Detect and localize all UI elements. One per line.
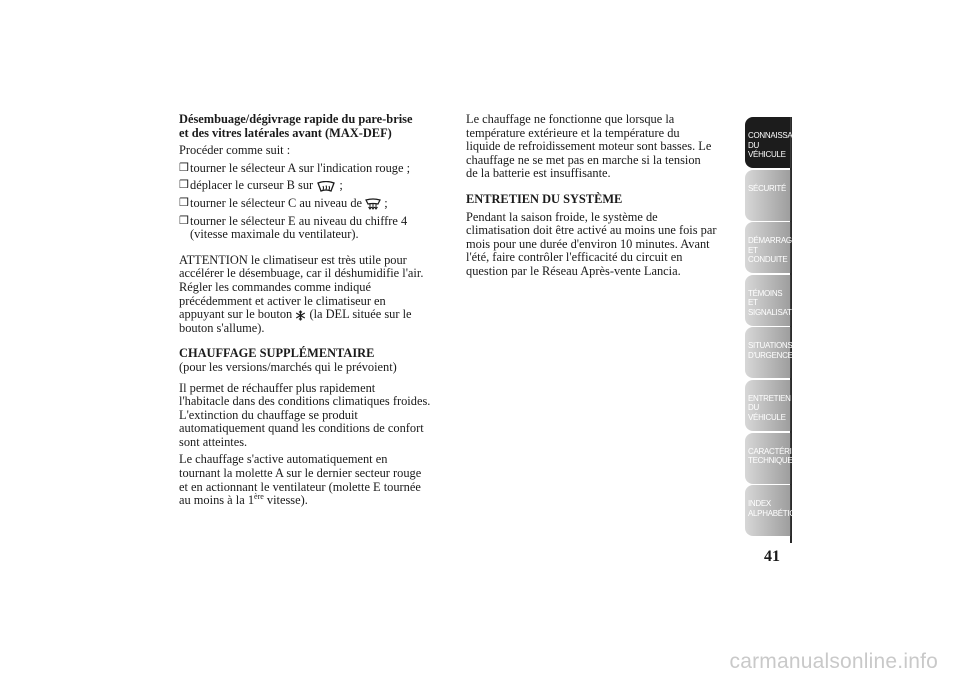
tab-label: TECHNIQUES xyxy=(748,456,798,466)
tab-temoins-signalisation[interactable] xyxy=(745,275,805,326)
text-line: et en actionnant le ventilateur (molette E tournée xyxy=(179,479,421,494)
tab-label: ENTRETIEN DU xyxy=(748,393,791,413)
tab-label: TÉMOINS ET xyxy=(748,288,783,308)
paragraph xyxy=(179,453,464,507)
tab-connaissance-vehicule[interactable] xyxy=(745,117,809,168)
heading-line: Désembuage/dégivrage rapide du pare-brise xyxy=(179,112,413,126)
page-number: 41 xyxy=(764,548,780,565)
tab-caracteristiques-techniques[interactable] xyxy=(745,433,825,484)
text-line: l'été, faire contrôler l'efficacité du circuit en xyxy=(466,250,683,265)
heading-entretien-systeme: ENTRETIEN DU SYSTÈME xyxy=(466,191,623,206)
text-line: au moins à la 1 xyxy=(179,493,255,508)
snowflake-ac-icon xyxy=(295,310,306,321)
bullet-text-part: ; xyxy=(384,195,388,210)
tab-demarrage-conduite[interactable] xyxy=(745,222,797,273)
tab-label: D'URGENCE xyxy=(748,350,793,360)
text-line: automatiquement quand les conditions de confort xyxy=(179,421,424,436)
right-column xyxy=(466,113,738,283)
bullet-item xyxy=(179,179,464,193)
text-line: ATTENTION le climatiseur est très utile pour xyxy=(179,252,407,267)
vent-windshield-icon xyxy=(365,198,381,210)
bullet-text-part: (vitesse maximale du ventilateur). xyxy=(190,227,359,242)
tab-label: SITUATIONS xyxy=(748,341,793,351)
tab-label: ALPHABÉTIQUE xyxy=(748,508,806,518)
section-tabs xyxy=(745,117,825,538)
tab-label: DÉMARRAGE ET xyxy=(748,236,797,255)
text-line: précédemment et activer le climatiseur en xyxy=(179,293,386,308)
tab-label: CARACTÉRISTIQUES xyxy=(748,446,825,456)
bullet-text-part: déplacer le curseur B sur xyxy=(190,178,314,193)
heading-max-def xyxy=(179,113,464,140)
text-line: de la batterie est insuffisante. xyxy=(466,166,611,181)
text-line: question par le Réseau Après-vente Lancia. xyxy=(466,263,681,278)
tab-label: VÉHICULE xyxy=(748,412,786,422)
tab-label: SÉCURITÉ xyxy=(748,183,787,193)
left-column xyxy=(179,113,464,512)
paragraph xyxy=(179,382,464,450)
text-line: vitesse). xyxy=(263,493,308,508)
text-line: Il permet de réchauffer plus rapidement xyxy=(179,380,376,395)
bullet-item xyxy=(179,215,464,242)
text-line: Pendant la saison froide, le système de xyxy=(466,209,658,224)
text-line: appuyant sur le bouton xyxy=(179,307,293,322)
text-line: tournant la molette A sur le dernier secteur rouge xyxy=(179,466,422,481)
bullet-text: tourner le sélecteur A sur l'indication rouge ; xyxy=(190,160,411,175)
bullet-text-part: ; xyxy=(339,178,343,193)
tab-securite[interactable] xyxy=(745,170,791,221)
bullet-checkbox-icon: ❒ xyxy=(179,161,189,174)
text-line: température extérieure et la température du xyxy=(466,125,680,140)
bullet-text xyxy=(190,179,464,193)
text-line: climatisation doit être activé au moins une fois par xyxy=(466,223,717,238)
paragraph xyxy=(466,113,738,181)
text-line: Le chauffage s'active automatiquement en xyxy=(179,452,388,467)
text-line: chauffage ne se met pas en marche si la tension xyxy=(466,152,701,167)
tab-label: VÉHICULE xyxy=(748,150,786,159)
attention-paragraph xyxy=(179,254,464,336)
bullet-item xyxy=(179,162,464,176)
text-line: accélérer le désembuage, car il déshumidifie l'air. xyxy=(179,266,424,281)
text-line: L'extinction du chauffage se produit xyxy=(179,407,358,422)
watermark: carmanualsonline.info xyxy=(729,650,938,673)
tab-label: CONNAISSANCE DU xyxy=(748,131,809,150)
tab-label: INDEX xyxy=(748,499,771,509)
bullet-text xyxy=(190,197,464,211)
bullet-checkbox-icon: ❒ xyxy=(179,179,189,192)
tab-situations-urgence[interactable] xyxy=(745,327,791,378)
text-line: liquide de refroidissement moteur sont basses. Le xyxy=(466,139,712,154)
bullet-text-part: tourner le sélecteur E au niveau du chiffre 4 xyxy=(190,213,408,228)
bullet-item xyxy=(179,197,464,211)
bullet-text xyxy=(190,215,464,242)
text-line: bouton s'allume). xyxy=(179,320,265,335)
text-line: mois pour une durée d'environ 10 minutes. Avant xyxy=(466,236,710,251)
text-line: sont atteintes. xyxy=(179,434,248,449)
windshield-defrost-icon xyxy=(316,181,336,193)
bullet-checkbox-icon: ❒ xyxy=(179,196,189,209)
tab-label: SIGNALISATION xyxy=(748,307,805,317)
heading-chauffage-supplementaire: CHAUFFAGE SUPPLÉMENTAIRE xyxy=(179,346,375,361)
heading-line: et des vitres latérales avant (MAX-DEF) xyxy=(179,125,392,140)
tab-label: CONDUITE xyxy=(748,255,788,265)
bullet-checkbox-icon: ❒ xyxy=(179,214,189,227)
tab-index-alphabetique[interactable] xyxy=(745,485,806,536)
tab-entretien-vehicule[interactable] xyxy=(745,380,791,431)
text-line: (la DEL située sur le xyxy=(309,307,412,322)
intro-text: Procéder comme suit : xyxy=(179,143,291,158)
heading-subtitle: (pour les versions/marchés qui le prévoient) xyxy=(179,359,397,374)
text-line: Régler les commandes comme indiqué xyxy=(179,279,372,294)
text-line: l'habitacle dans des conditions climatiques froides. xyxy=(179,394,431,409)
superscript: ère xyxy=(254,492,264,502)
bullet-text-part: tourner le sélecteur C au niveau de xyxy=(190,195,363,210)
text-line: Le chauffage ne fonctionne que lorsque la xyxy=(466,112,675,126)
paragraph xyxy=(466,211,738,279)
